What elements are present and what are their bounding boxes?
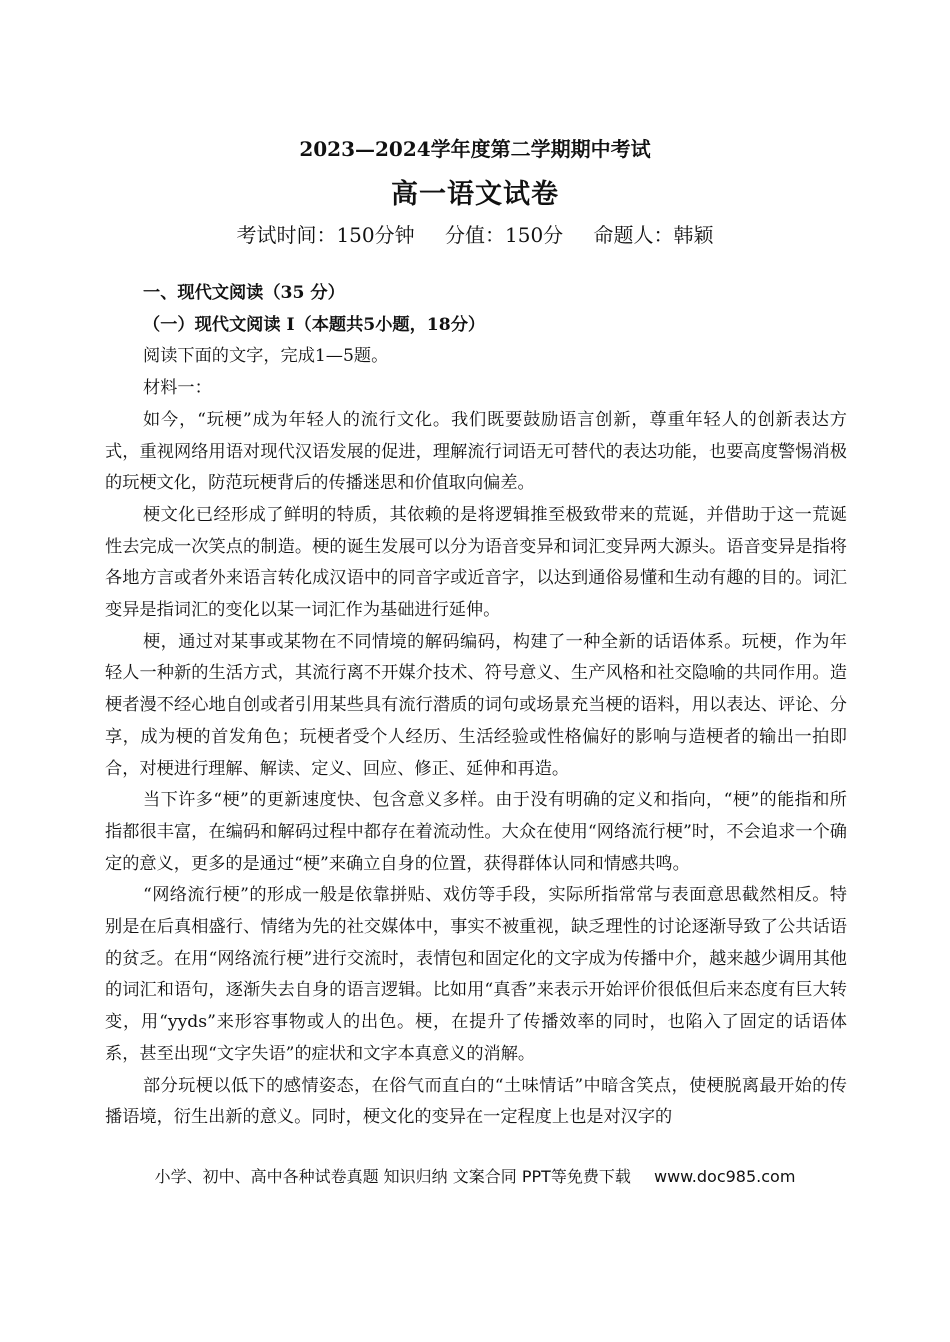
- footer-text: 小学、初中、高中各种试卷真题 知识归纳 文案合同 PPT等免费下载: [154, 1167, 631, 1186]
- footer-site-link[interactable]: www.doc985.com: [654, 1167, 796, 1186]
- paragraph: 部分玩梗以低下的感情姿态，在俗气而直白的“土味情话”中暗含笑点，使梗脱离最开始的传播语境，衍生出新的意义。同时，梗文化的变异在一定程度上也是对汉字的: [105, 1075, 847, 1128]
- reading-content: [105, 278, 847, 1134]
- paragraph: 当下许多“梗”的更新速度快、包含意义多样。由于没有明确的定义和指向，“梗”的能指和所指都很丰富，在编码和解码过程中都存在着流动性。大众在使用“网络流行梗”时，不会追求一个确定的意义，更多的是通过“梗”来确立自身的位置，获得群体认同和情感共鸣。: [105, 790, 847, 874]
- paragraph: “网络流行梗”的形成一般是依靠拼贴、戏仿等手段，实际所指常常与表面意思截然相反。特别是在后真相盛行、情绪为先的社交媒体中，事实不被重视，缺乏理性的讨论逐渐导致了公共话语的贫乏。在用“网络流行梗”进行交流时，表情包和固定化的文字成为传播中介，越来越少调用其他的词汇和语句，逐渐失去自身的语言逻辑。比如用“真香”来表示开始评价很低但后来态度有巨大转变，用“yyds”来形容事物或人的出色。梗，在提升了传播效率的同时，也陷入了固定的话语体系，甚至出现“文字失语”的症状和文字本真意义的消解。: [105, 885, 847, 1064]
- paragraph: 梗文化已经形成了鲜明的特质，其依赖的是将逻辑推至极致带来的荒诞，并借助于这一荒诞性去完成一次笑点的制造。梗的诞生发展可以分为语音变异和词汇变异两大源头。语音变异是指将各地方言或者外来语言转化成汉语中的同音字或近音字，以达到通俗易懂和生动有趣的目的。词汇变异是指词汇的变化以某一词汇作为基础进行延伸。: [105, 504, 847, 621]
- paragraph: 梗，通过对某事或某物在不同情境的解码编码，构建了一种全新的话语体系。玩梗，作为年轻人一种新的生活方式，其流行离不开媒介技术、符号意义、生产风格和社交隐喻的共同作用。造梗者漫不经心地自创或者引用某些具有流行潜质的词句或场景充当梗的语料，用以表达、评论、分享，成为梗的首发角色；玩梗者受个人经历、生活经验或性格偏好的影响与造梗者的输出一拍即合，对梗进行理解、解读、定义、回应、修正、延伸和再造。: [105, 631, 847, 779]
- exam-time: 考试时间：150分钟: [236, 223, 415, 247]
- paragraph: 如今，“玩梗”成为年轻人的流行文化。我们既要鼓励语言创新，尊重年轻人的创新表达方式，重视网络用语对现代汉语发展的促进，理解流行词语无可替代的表达功能，也要高度警惕消极的玩梗文化，防范玩梗背后的传播迷思和价值取向偏差。: [105, 409, 847, 494]
- exam-year-title: 2023—2024学年度第二学期期中考试: [299, 137, 651, 161]
- paper-title: 高一语文试卷: [391, 179, 559, 210]
- subsection-heading: （一）现代文阅读 I（本题共5小题，18分）: [143, 314, 486, 335]
- page-footer: [0, 1164, 950, 1187]
- section-heading: 一、现代文阅读（35 分）: [143, 283, 345, 303]
- exam-score: 分值：150分: [445, 223, 564, 247]
- instruction-text: 阅读下面的文字，完成1—5题。: [143, 346, 389, 367]
- material-label: 材料一：: [143, 378, 212, 399]
- exam-author: 命题人：韩颖: [593, 223, 714, 247]
- exam-meta: [0, 219, 950, 248]
